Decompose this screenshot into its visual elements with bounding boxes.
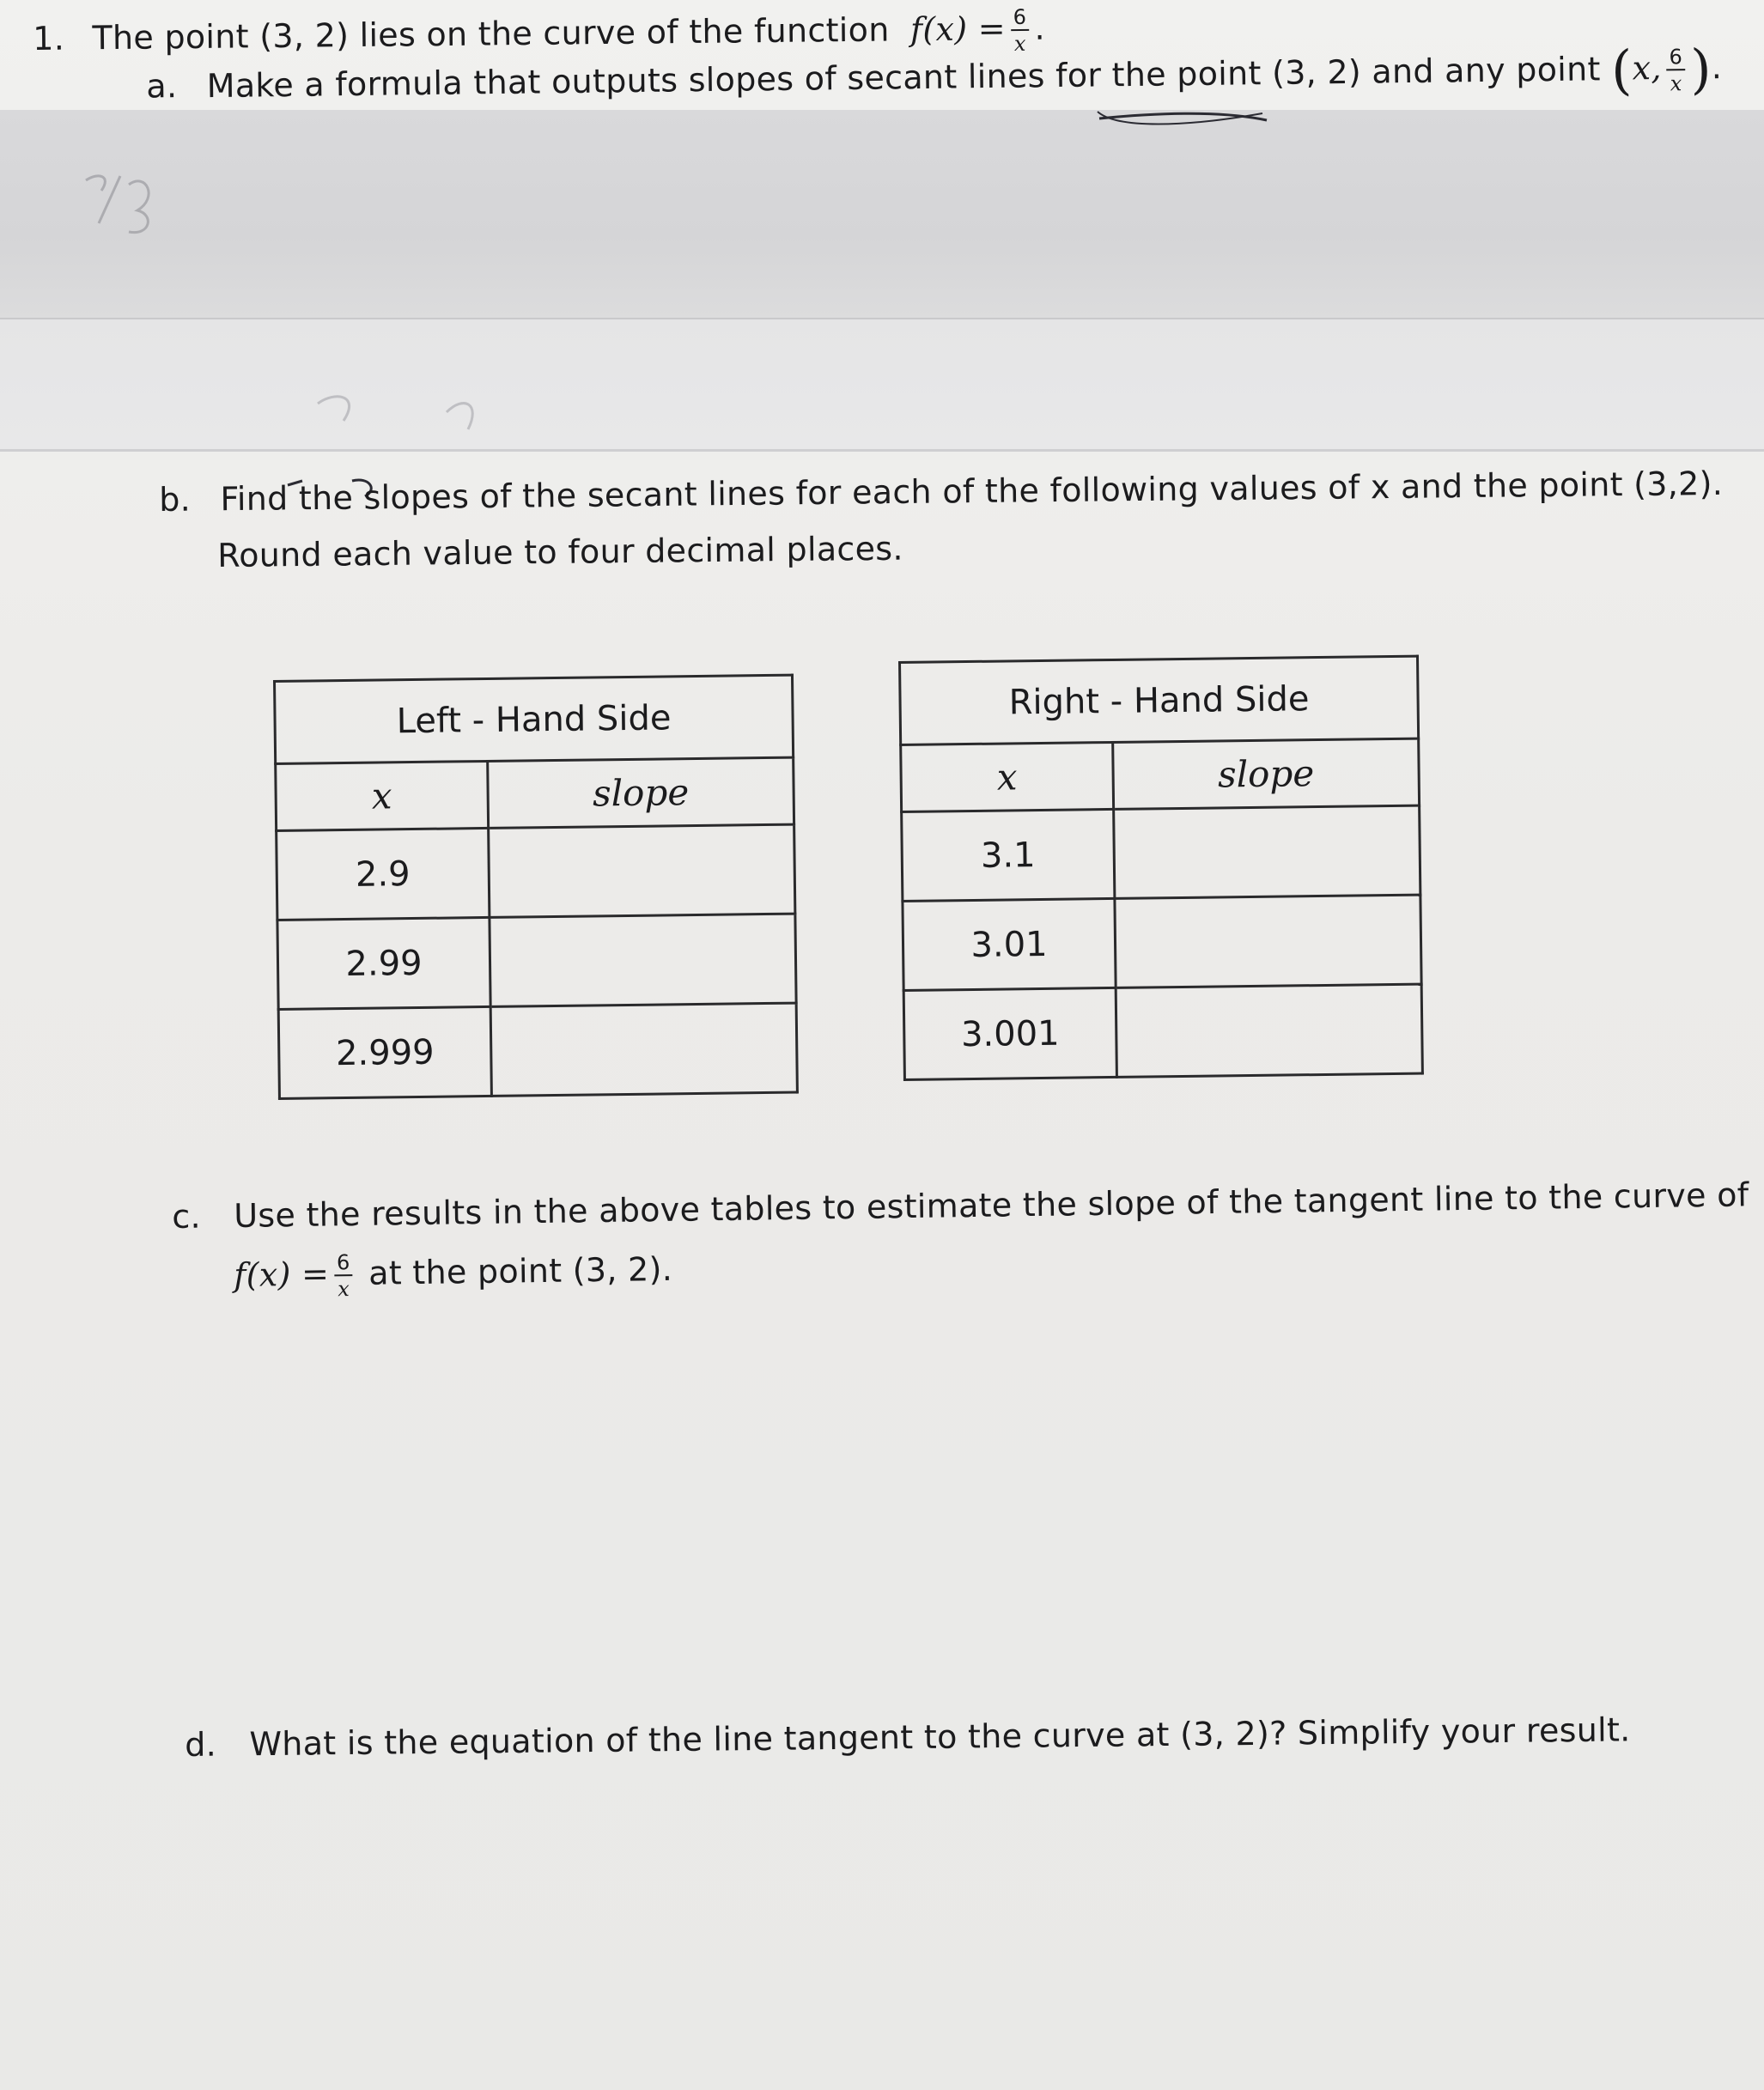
pencil-marks [0, 0, 1764, 532]
right-row-slope-cell[interactable] [1116, 984, 1422, 1077]
left-row-x: 2.999 [278, 1006, 491, 1098]
open-paren: ( [1610, 38, 1633, 102]
right-row-x: 3.01 [903, 898, 1116, 990]
part-d-label: d. [185, 1725, 217, 1764]
fraction-numerator: 6 [1011, 7, 1030, 31]
left-hand-table [273, 674, 799, 1100]
close-paren: ) [1689, 37, 1712, 101]
right-row-x: 3.1 [902, 809, 1115, 901]
fraction-numerator: 6 [334, 1252, 353, 1276]
point-x: x, [1632, 48, 1662, 88]
fraction-denominator: x [1013, 31, 1026, 57]
fraction-numerator: 6 [1666, 46, 1685, 70]
part-c-label: c. [172, 1197, 202, 1236]
problem-intro: The point (3, 2) lies on the curve of the function [92, 10, 890, 58]
part-c-line1: Use the results in the above tables to estimate the slope of the tangent line to the curve of [233, 1176, 1749, 1235]
problem-number: 1. [33, 19, 65, 58]
faint-handwriting [318, 397, 472, 429]
fraction-denominator: x [338, 1277, 350, 1302]
part-a-label: a. [146, 67, 178, 106]
part-d-text: What is the equation of the line tangent to the curve at (3, 2)? Simplify your result. [249, 1710, 1631, 1764]
left-row-x: 2.99 [277, 917, 490, 1009]
right-col-slope [1113, 738, 1420, 809]
end-period: . [1034, 9, 1046, 47]
right-row-slope-cell[interactable] [1114, 805, 1420, 898]
part-c-line2-rest: at the point (3, 2). [368, 1249, 673, 1292]
right-hand-table [898, 655, 1424, 1081]
right-row-slope-cell[interactable] [1115, 895, 1421, 987]
faint-handwriting [86, 176, 149, 233]
part-b-label: b. [159, 480, 192, 519]
left-table-title: Left - Hand Side [275, 675, 794, 763]
left-row-x: 2.9 [277, 828, 490, 920]
function-lhs: f(x) = [234, 1255, 330, 1294]
function-fraction [334, 1250, 353, 1302]
right-col-slope-label: slope [1217, 752, 1315, 796]
left-row-slope-cell[interactable] [490, 1003, 797, 1096]
end-period: . [1711, 48, 1723, 87]
left-col-slope-label: slope [592, 771, 690, 815]
left-row-slope-cell[interactable] [489, 824, 795, 917]
function-lhs: f(x) = [909, 9, 1007, 49]
fraction-denominator: x [1670, 70, 1682, 95]
right-col-x [901, 742, 1114, 811]
right-table-title: Right - Hand Side [900, 656, 1419, 744]
part-c-line2 [234, 1248, 672, 1301]
part-a-text: Make a formula that outputs slopes of secant lines for the point (3, 2) and any point [206, 49, 1601, 105]
left-row-slope-cell[interactable] [490, 914, 796, 1006]
right-col-x-label: x [996, 756, 1018, 799]
left-col-slope [488, 757, 794, 828]
left-col-x-label: x [371, 775, 392, 817]
part-b-line2: Round each value to four decimal places. [217, 529, 903, 574]
part-b-line1: Find the slopes of the secant lines for each of the following values of x and the point (3,2). [220, 464, 1724, 519]
left-col-x [276, 761, 489, 830]
right-row-x: 3.001 [903, 987, 1116, 1079]
